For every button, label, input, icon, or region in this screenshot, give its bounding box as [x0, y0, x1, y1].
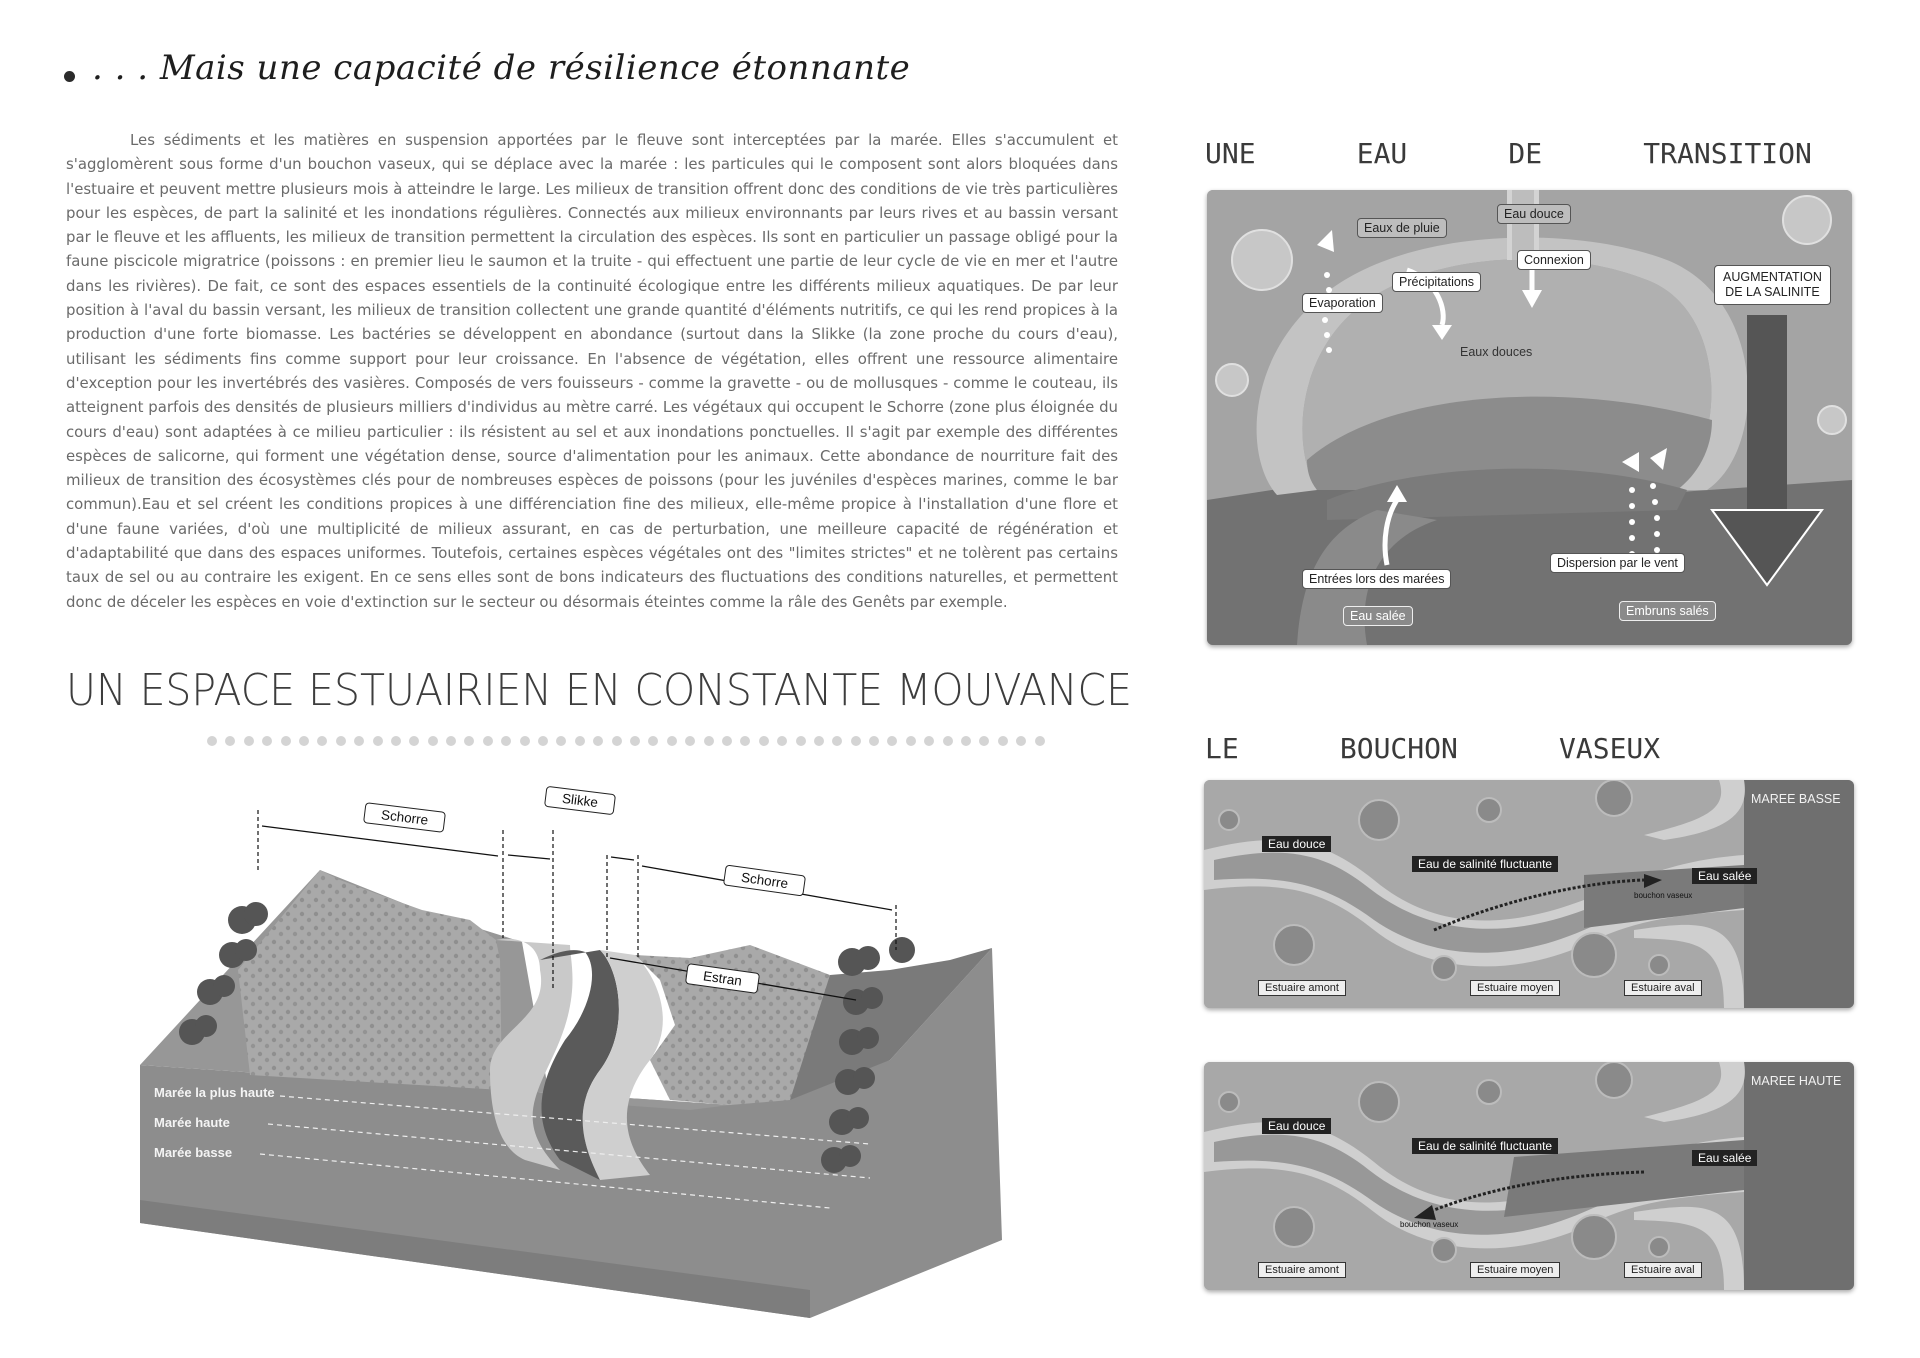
label-slikke: Slikke	[544, 786, 616, 815]
tag-estuaire-aval: Estuaire aval	[1624, 980, 1702, 996]
tag-eau-salee-2: Eau salée	[1692, 1150, 1757, 1166]
tag-estuaire-amont: Estuaire amont	[1258, 980, 1346, 996]
divider-dot	[612, 736, 622, 746]
divider-dot	[630, 736, 640, 746]
divider-dot	[998, 736, 1008, 746]
divider-dot	[851, 736, 861, 746]
label-schorre-left: Schorre	[363, 802, 446, 833]
label-augmentation-salinite: AUGMENTATION DE LA SALINITE	[1714, 265, 1831, 305]
divider-dot	[299, 736, 309, 746]
transition-heading: UNE EAU DE TRANSITION	[1205, 137, 1812, 170]
divider-dot	[796, 736, 806, 746]
divider-dot	[722, 736, 732, 746]
label-precipitations: Précipitations	[1392, 272, 1481, 292]
divider-dot	[225, 736, 235, 746]
divider-dot	[759, 736, 769, 746]
divider-dot	[501, 736, 511, 746]
divider-dot	[464, 736, 474, 746]
tag-estuaire-aval-2: Estuaire aval	[1624, 1262, 1702, 1278]
divider-dot	[704, 736, 714, 746]
label-eaux-de-pluie: Eaux de pluie	[1357, 218, 1447, 238]
section-heading: UN ESPACE ESTUAIRIEN EN CONSTANTE MOUVANCE	[66, 665, 1132, 716]
divider-dot	[446, 736, 456, 746]
label-eau-salee: Eau salée	[1343, 606, 1413, 626]
divider-dot	[593, 736, 603, 746]
tide-highest: Marée la plus haute	[154, 1085, 275, 1100]
divider-dot	[740, 736, 750, 746]
divider-dot	[777, 736, 787, 746]
divider-dot	[1016, 736, 1026, 746]
estuary-block-diagram	[130, 770, 1030, 1320]
dotted-divider	[207, 736, 1045, 748]
label-schorre-right: Schorre	[723, 864, 806, 896]
label-bouchon-vaseux: bouchon vaseux	[1634, 891, 1693, 900]
divider-dot	[262, 736, 272, 746]
divider-dot	[961, 736, 971, 746]
divider-dot	[428, 736, 438, 746]
divider-dot	[373, 736, 383, 746]
label-entrees-marees: Entrées lors des marées	[1302, 569, 1451, 589]
transition-diagram	[1207, 190, 1852, 645]
divider-dot	[869, 736, 879, 746]
tag-estuaire-amont-2: Estuaire amont	[1258, 1262, 1346, 1278]
tide-low: Marée basse	[154, 1145, 233, 1160]
divider-dot	[317, 736, 327, 746]
label-bouchon-vaseux-2: bouchon vaseux	[1400, 1220, 1459, 1229]
divider-dot	[391, 736, 401, 746]
tide-high: Marée haute	[154, 1115, 230, 1130]
divider-dot	[538, 736, 548, 746]
tag-eau-fluctuante-2: Eau de salinité fluctuante	[1412, 1138, 1558, 1154]
bouchon-heading: LE BOUCHON VASEUX	[1205, 732, 1661, 765]
tide-label-high: MAREE HAUTE	[1751, 1074, 1842, 1088]
bullet-point	[64, 71, 75, 82]
divider-dot	[667, 736, 677, 746]
divider-dot	[1035, 736, 1045, 746]
divider-dot	[409, 736, 419, 746]
tag-eau-fluctuante: Eau de salinité fluctuante	[1412, 856, 1558, 872]
tag-estuaire-moyen: Estuaire moyen	[1470, 980, 1560, 996]
divider-dot	[832, 736, 842, 746]
divider-dot	[648, 736, 658, 746]
divider-dot	[979, 736, 989, 746]
tag-eau-douce: Eau douce	[1262, 836, 1331, 852]
divider-dot	[354, 736, 364, 746]
divider-dot	[244, 736, 254, 746]
tide-label-low: MAREE BASSE	[1751, 792, 1841, 806]
divider-dot	[207, 736, 217, 746]
label-eau-douce: Eau douce	[1497, 204, 1571, 224]
divider-dot	[281, 736, 291, 746]
divider-dot	[924, 736, 934, 746]
label-estran: Estran	[685, 963, 760, 994]
label-dispersion-vent: Dispersion par le vent	[1550, 553, 1685, 573]
label-embruns-sales: Embruns salés	[1619, 601, 1716, 621]
tag-estuaire-moyen-2: Estuaire moyen	[1470, 1262, 1560, 1278]
divider-dot	[814, 736, 824, 746]
label-connexion: Connexion	[1517, 250, 1591, 270]
divider-dot	[685, 736, 695, 746]
bouchon-panel-low	[1204, 780, 1854, 1008]
label-evaporation: Evaporation	[1302, 293, 1383, 313]
divider-dot	[520, 736, 530, 746]
divider-dot	[336, 736, 346, 746]
divider-dot	[556, 736, 566, 746]
divider-dot	[887, 736, 897, 746]
tag-eau-douce-2: Eau douce	[1262, 1118, 1331, 1134]
label-eaux-douces: Eaux douces	[1460, 345, 1533, 359]
bouchon-low-drawing	[1204, 780, 1854, 1008]
bouchon-high-drawing	[1204, 1062, 1854, 1290]
divider-dot	[483, 736, 493, 746]
divider-dot	[575, 736, 585, 746]
page-title: . . . Mais une capacité de résilience étonnante	[92, 48, 911, 88]
bouchon-panel-high	[1204, 1062, 1854, 1290]
divider-dot	[906, 736, 916, 746]
body-paragraph: Les sédiments et les matières en suspension apportées par le fleuve sont interceptées par la marée. Elles s'accumulent et s'agglomèrent sous forme d'un bouchon vaseux, qui se déplace avec la marée : les particules qui le composent sont alors bloquées dans l'estuaire et peuvent mettre plusieurs mois à atteindre le large. Les milieux de transition offrent donc des conditions de vie très particulières pour les espèces, de part la salinité et les inondations régulières. Connectés aux milieux environnants par leurs rives et au bassin versant par le fleuve et les affluents, les milieux de transition permettent la circulation des espèces. Ils sont en particulier un passage obligé pour la faune piscicole migratrice (poissons : en premier lieu le saumon et la truite - qui effectuent une partie de leur cycle de vie en mer et l'autre dans les rivières). De fait, ce sont des espaces essentiels de la continuité écologique entre les différents milieux aquatiques. De par leur position à l'aval du bassin versant, les milieux de transition collectent une grande quantité d'éléments nutritifs, ce qui les rend propices à la production d'une forte biomasse. Les bactéries se développent en abondance (surtout dans la Slikke (la zone proche du cours d'eau), utilisant les sédiments fins comme support pour leur croissance. En l'absence de végétation, elles offrent une ressource alimentaire d'exception pour les invertébrés des vasières. Composés de vers fouisseurs - comme la gravette - ou de mollusques - comme le couteau, ils atteignent parfois des densités de plusieurs milliers d'individus au mètre carré. Les végétaux qui occupent le Schorre (zone plus éloignée du cours d'eau) sont adaptées à ce milieu particulier : ils résistent au sel et aux inondations ponctuelles. Il s'agit par exemple des différentes espèces de salicorne, qui forment une végétation dense, source d'alimentation pour les animaux. Cette abondance de nourriture fait des milieux de transition des écosystèmes clés pour de nombreuses espèces de poissons (pour les juvéniles d'espèces marines, comme le bar commun).Eau et sel créent les conditions propices à une différenciation fine des milieux, elle-même propice à l'installation d'une flore et d'une faune variées, d'où une multiplicité de milieux assurant, en cas de perturbation, une meilleure capacité de régénération et d'adaptabilité que dans des espaces uniformes. Toutefois, certaines espèces végétales ont des "limites strictes" et ne tolèrent pas certains taux de sel ou au contraire les exigent. En ce sens elles sont de bons indicateurs des fluctuations des conditions naturelles, et permettent donc de déceler les espèces en voie d'extinction sur le secteur ou désormais éteintes comme la râle des Genêts par exemple.	[66, 131, 1118, 611]
tag-eau-salee: Eau salée	[1692, 868, 1757, 884]
divider-dot	[943, 736, 953, 746]
